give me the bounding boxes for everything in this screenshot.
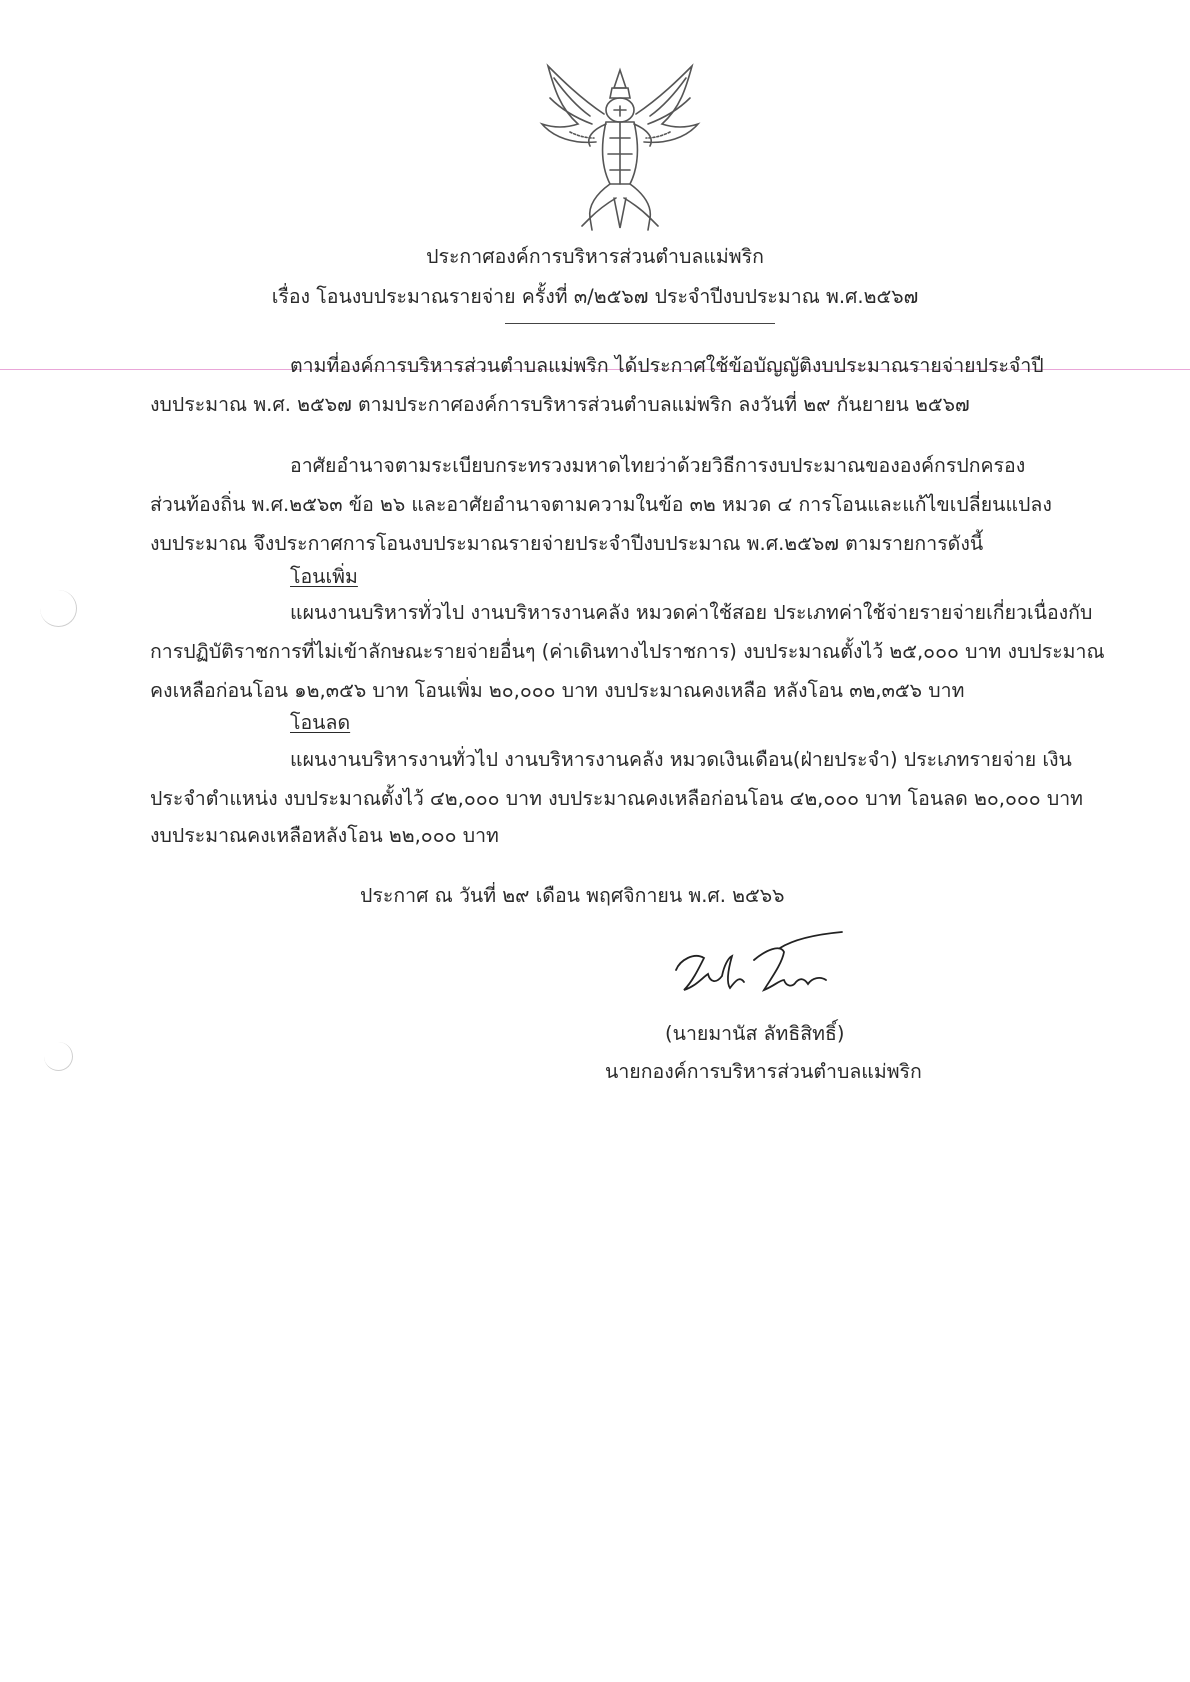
para1-line1: ตามที่องค์การบริหารส่วนตำบลแม่พริก ได้ประกาศใช้ข้อบัญญัติงบประมาณรายจ่ายประจำปี	[290, 354, 1044, 377]
title-divider	[505, 323, 775, 324]
signer-position: นายกองค์การบริหารส่วนตำบลแม่พริก	[605, 1060, 922, 1083]
garuda-emblem-icon	[530, 58, 710, 236]
transfer-in-line2: การปฏิบัติราชการที่ไม่เข้าลักษณะรายจ่ายอื่นๆ (ค่าเดินทางไปราชการ) งบประมาณตั้งไว้ ๒๕,๐๐๐ บาท งบประมาณ	[150, 640, 1105, 663]
para2-line1: อาศัยอำนาจตามระเบียบกระทรวงมหาดไทยว่าด้วยวิธีการงบประมาณขององค์กรปกครอง	[290, 454, 1026, 477]
transfer-out-heading: โอนลด	[290, 711, 351, 734]
para1-line2: งบประมาณ พ.ศ. ๒๕๖๗ ตามประกาศองค์การบริหารส่วนตำบลแม่พริก ลงวันที่ ๒๙ กันยายน ๒๕๖๗	[150, 393, 970, 416]
announcement-subject: เรื่อง โอนงบประมาณรายจ่าย ครั้งที่ ๓/๒๕๖๗ ประจำปีงบประมาณ พ.ศ.๒๕๖๗	[271, 285, 919, 308]
signer-name: (นายมานัส ลัทธิสิทธิ์)	[665, 1022, 845, 1045]
transfer-out-line2: ประจำตำแหน่ง งบประมาณตั้งไว้ ๔๒,๐๐๐ บาท งบประมาณคงเหลือก่อนโอน ๔๒,๐๐๐ บาท โอนลด ๒๐,๐๐๐ บาท	[150, 787, 1084, 810]
transfer-in-line1: แผนงานบริหารทั่วไป งานบริหารงานคลัง หมวดค่าใช้สอย ประเภทค่าใช้จ่ายรายจ่ายเกี่ยวเนื่องกับ	[290, 601, 1093, 624]
announcement-title: ประกาศองค์การบริหารส่วนตำบลแม่พริก	[426, 245, 764, 268]
punch-hole-top	[40, 590, 77, 627]
transfer-out-line3: งบประมาณคงเหลือหลังโอน ๒๒,๐๐๐ บาท	[150, 824, 499, 847]
transfer-in-heading: โอนเพิ่ม	[290, 565, 358, 588]
para2-line2: ส่วนท้องถิ่น พ.ศ.๒๕๖๓ ข้อ ๒๖ และอาศัยอำนาจตามความในข้อ ๓๒ หมวด ๔ การโอนและแก้ไขเปลี่ยนแปลง	[150, 493, 1052, 516]
signature	[670, 930, 850, 1000]
para2-line3: งบประมาณ จึงประกาศการโอนงบประมาณรายจ่ายประจำปีงบประมาณ พ.ศ.๒๕๖๗ ตามรายการดังนี้	[150, 532, 984, 555]
punch-hole-bottom	[44, 1042, 73, 1071]
transfer-out-line1: แผนงานบริหารงานทั่วไป งานบริหารงานคลัง หมวดเงินเดือน(ฝ่ายประจำ) ประเภทรายจ่าย เงิน	[290, 748, 1072, 771]
transfer-in-line3: คงเหลือก่อนโอน ๑๒,๓๕๖ บาท โอนเพิ่ม ๒๐,๐๐๐ บาท งบประมาณคงเหลือ หลังโอน ๓๒,๓๕๖ บาท	[150, 679, 965, 702]
announcement-date: ประกาศ ณ วันที่ ๒๙ เดือน พฤศจิกายน พ.ศ. ๒๕๖๖	[360, 884, 785, 907]
